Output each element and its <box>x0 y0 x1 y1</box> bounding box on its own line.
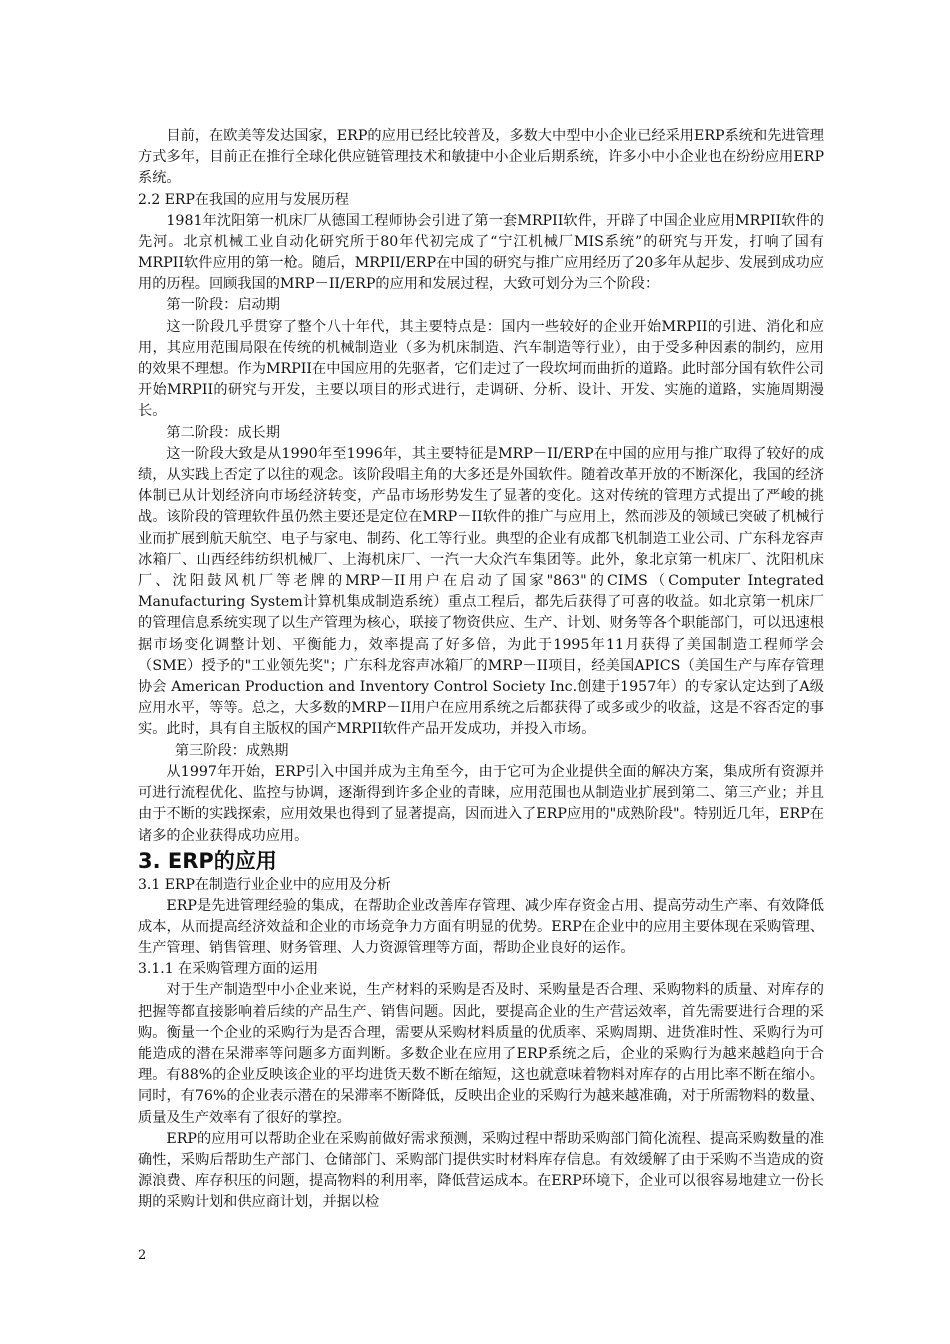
paragraph: 从1997年开始，ERP引入中国并成为主角至今，由于它可为企业提供全面的解决方案，集成所有资源并可进行流程优化、监控与协调，逐渐得到许多企业的青睐，应用范围也从制造业扩展到第二、第三产业；并且由于不断的实践探索，应用效果也得到了显著提高，因而进入了ERP应用的"成熟阶段"。特别近几年，ERP在诸多的企业获得成功应用。 <box>138 763 824 844</box>
section-heading: 3.1 ERP在制造行业企业中的应用及分析 <box>138 876 391 893</box>
paragraph: 这一阶段大致是从1990年至1996年，其主要特征是MRP－II/ERP在中国的应用与推广取得了较好的成绩，从实践上否定了以往的观念。该阶段唱主角的大多还是外国软件。随着改革开放的不断深化，我国的经济体制已从计划经济向市场经济转变，产品市场形势发生了显著的变化。这对传统的管理方式提出了严峻的挑战。该阶段的管理软件虽仍然主要还是定位在MRP－II软件的推广与应用上，然而涉及的领域已突破了机械行业而扩展到航天航空、电子与家电、制药、化工等行业。典型的企业有成都飞机制造工业公司、广东科龙容声冰箱厂、山西经纬纺织机械厂、上海机床厂、一汽一大众汽车集团等。此外，象北京第一机床厂、沈阳机床厂、沈阳鼓风机厂等老牌的MRP－II用户在启动了国家"863"的CIMS（Computer Integrated Manufacturing System计算机集成制造系统）重点工程后，都先后获得了可喜的收益。如北京第一机床厂的管理信息系统实现了以生产管理为核心，联接了物资供应、生产、计划、财务等各个职能部门，可以迅速根据市场变化调整计划、平衡能力，效率提高了好多倍，为此于1995年11月获得了美国制造工程师学会（SME）授予的"工业领先奖"；广东科龙容声冰箱厂的MRP－II项目，经美国APICS（美国生产与库存管理协会 American Production and Inventory Control Society Inc.创建于1957年）的专家认定达到了A级应用水平，等等。总之，大多数的MRP－II用户在应用系统之后都获得了或多或少的收益，这是不容否定的事实。此时，具有自主版权的国产MRPII软件产品开发成功，并投入市场。 <box>138 445 824 738</box>
chapter-heading: 3. ERP的应用 <box>138 848 277 873</box>
paragraph: ERP的应用可以帮助企业在采购前做好需求预测，采购过程中帮助采购部门简化流程、提高采购数量的准确性，采购后帮助生产部门、仓储部门、采购部门提供实时材料库存信息。有效缓解了由于采购不当造成的资源浪费、库存积压的问题，提高物料的利用率，降低营运成本。在ERP环境下，企业可以很容易地建立一份长期的采购计划和供应商计划，并据以检 <box>138 1130 824 1211</box>
paragraph: ERP是先进管理经验的集成，在帮助企业改善库存管理、减少库存资金占用、提高劳动生产率、有效降低成本，从而提高经济效益和企业的市场竞争力方面有明显的优势。ERP在企业中的应用主要体现在采购管理、生产管理、销售管理、财务管理、人力资源管理等方面，帮助企业良好的运作。 <box>138 897 824 957</box>
paragraph: 1981年沈阳第一机床厂从德国工程师协会引进了第一套MRPII软件，开辟了中国企业应用MRPII软件的先河。北京机械工业自动化研究所于80年代初完成了“宁江机械厂MIS系统”的研究与开发，打响了国有MRPII软件应用的第一枪。随后，MRPII/ERP在中国的研究与推广应用经历了20多年从起步、发展到成功应用的历程。回顾我国的MRP－II/ERP的应用和发展过程，大致可划分为三个阶段： <box>138 212 824 293</box>
paragraph: 目前，在欧美等发达国家，ERP的应用已经比较普及，多数大中型中小企业已经采用ERP系统和先进管理方式多年，目前正在推行全球化供应链管理技术和敏捷中小企业后期系统，许多小中小企业也在纷纷应用ERP系统。 <box>138 128 824 187</box>
stage-heading: 第一阶段：启动期 <box>166 297 280 314</box>
document-body <box>138 126 824 1214</box>
section-heading: 2.2 ERP在我国的应用与发展历程 <box>138 191 349 208</box>
stage-heading: 第二阶段：成长期 <box>166 424 280 441</box>
subsection-heading: 3.1.1 在采购管理方面的运用 <box>138 961 319 978</box>
page-number: 2 <box>138 1248 147 1263</box>
stage-heading: 第三阶段：成熟期 <box>174 742 289 759</box>
paragraph: 这一阶段几乎贯穿了整个八十年代，其主要特点是：国内一些较好的企业开始MRPII的引进、消化和应用，其应用范围局限在传统的机械制造业（多为机床制造、汽车制造等行业），由于受多种因素的制约，应用的效果不理想。作为MRPII在中国应用的先驱者，它们走过了一段坎坷而曲折的道路。此时部分国有软件公司开始MRPII的研究与开发，主要以项目的形式进行，走调研、分析、设计、开发、实施的道路，实施周期漫长。 <box>138 318 824 420</box>
paragraph: 对于生产制造型中小企业来说，生产材料的采购是否及时、采购量是否合理、采购物料的质量、对库存的把握等都直接影响着后续的产品生产、销售问题。因此，要提高企业的生产营运效率，首先需要进行合理的采购。衡量一个企业的采购行为是否合理，需要从采购材料质量的优质率、采购周期、进货准时性、采购行为可能造成的潜在呆滞率等问题多方面判断。多数企业在应用了ERP系统之后，企业的采购行为越来越趋向于合理。有88%的企业反映该企业的平均进货天数不断在缩短，这也就意味着物料对库存的占用比率不断在缩小。同时，有76%的企业表示潜在的呆滞率不断降低，反映出企业的采购行为越来越准确，对于所需物料的数量、质量及生产效率有了很好的掌控。 <box>138 982 824 1126</box>
